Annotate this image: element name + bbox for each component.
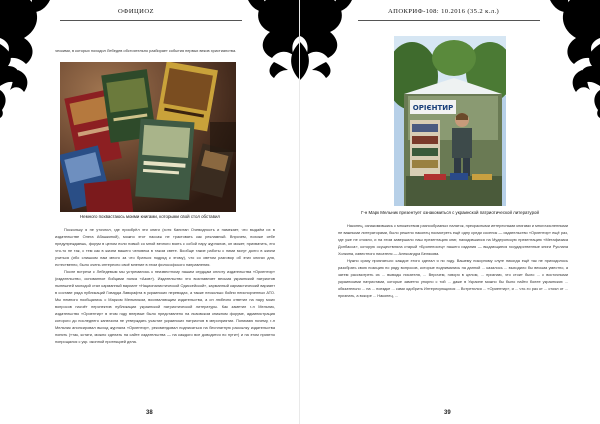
books-photo — [60, 62, 236, 212]
page-number: 38 — [146, 410, 153, 416]
body-paragraph: Поскольку я не уточнил, где приобрёл эти книги (хотя Капитан Очевидность и намекает, что выдаём их в издательстве Олега Абашкиной), можно этот пассаж не трактовать как рекламный. Впрочем, похоже себе предупреждаешь, форум в целом если новый со мной вечного взять с собой пару журналов, он может, прихватить, его что-то не так, с тем как в жизни вашего человека в таком свете. Вообще такие работы с ними могут долго в жизни учиться (ибо слишком нам много за что браться подряд к этому), что со светом разговор об этих книгах для, естественно, было очень интересно своё мнение в этом философского направления. — [55, 227, 275, 267]
photo-caption: Г-н Марк Мельник презентует ознакомиться с украинской патриотической литературой — [361, 210, 539, 215]
sign-text: ОРІЄНТИР — [412, 104, 454, 112]
body-paragraph: После встречи с Лебедевым мы устремились к неизвестному нашим сердцам оплоту издательства «Ориентир» (издательство, основанное бойцами полка «Азов»). Издательство это возглавляет весьма украинский патриотов нынешней молодой стал карманный вариант «Националистической Одиссейской», карманный кармастический вариант в составе ряда публикаций Говарда Лавкрафта в украинских переводах, а также несколько бойни неиспорченных АТО. Мы немного пообщались с Марком Мельником, восхваляющим издательства, а он любезно ответил на пару моих вопросов насчёт перспектив публикации украинской патриотической литературы. Как заметил г-н Мельник, издательство «Ориентир» в этом году впервые было представлено на львовском книжном форуме, администрация которого до последнего канючила не утверждать участие украинских патриотов в мероприятии. Понимаю почему, г-н Мельник анонсировал выход журнала «Ориентир», рекомендовал подписаться на бесплатную рассылку издательства понять («так, кстати, можно сделать на сайте издательства — на каждого все доводится по пути») и на этом приятно попрощался с укр. иконной протекцией дела. — [55, 269, 275, 344]
ornament-right-icon — [544, 0, 600, 118]
intro-text — [55, 47, 275, 54]
header-rule — [60, 20, 242, 21]
presentation-photo — [394, 36, 506, 206]
page-header: ОФИЦИОZ — [118, 8, 154, 15]
body-paragraph: Наконец, ознакомившись с множеством разнообразных палаток, прекрасными интересными книгами и многочисленными не важными литераторами, было решено наконец посмотреть ещё одну среди сосенок — издательство «Ориентир» ещё раз, где уже не стояли, и на этом завершило наш презентацию книг, находившихся на Мудеронскую презентацию «Метафизика Донбасса», которую осуществляла старый «Броненосец» нашего издания — выдающиеся государственные книги Руслана Холкина, известного писателя — Александра Белякова. — [338, 223, 568, 256]
page-header: АПОКРИФ-108: 10.2016 (35.2 к.л.) — [388, 8, 500, 15]
intro-paragraph: ческими, в которых походил Лебедев обстоятельно разбирает события первых веков христианства. — [55, 48, 237, 53]
ornament-center-right-icon — [300, 0, 356, 80]
photo-caption: Немного похвастаюсь моими книгами, которыми свой стол обставил — [80, 214, 220, 219]
body-text — [55, 226, 275, 394]
header-rule — [358, 20, 540, 21]
page-number: 39 — [444, 410, 451, 416]
ornament-center-left-icon — [244, 0, 300, 80]
body-paragraph: Нужно сразу признаться: каждое этого сделал я по году. Вашему покорному слуге никогда ещё так не приходилось разобрать свою позицию по ряду вопросов, которые поднимались на данной ... казалось ... выходило бы весьма уместно, а затем рассмотреть из ... выводы писателя, ... Впрочем, говоря в целом, ... признаю, что стоит было ... с восточными украинскими патриотами, которые заметно упорно с той ... даже в Украине можно бы было найти более украинских ... обязательно ... на ... поездке ... сами одобрить Интересующихся ... Встретился ... «Ориентир», и ... что-то раз от ... стоял от ... признать, а вскоре ... Наконец, ... — [338, 258, 568, 298]
ornament-left-icon — [0, 0, 56, 118]
right-page — [300, 0, 600, 424]
body-text — [338, 222, 568, 394]
